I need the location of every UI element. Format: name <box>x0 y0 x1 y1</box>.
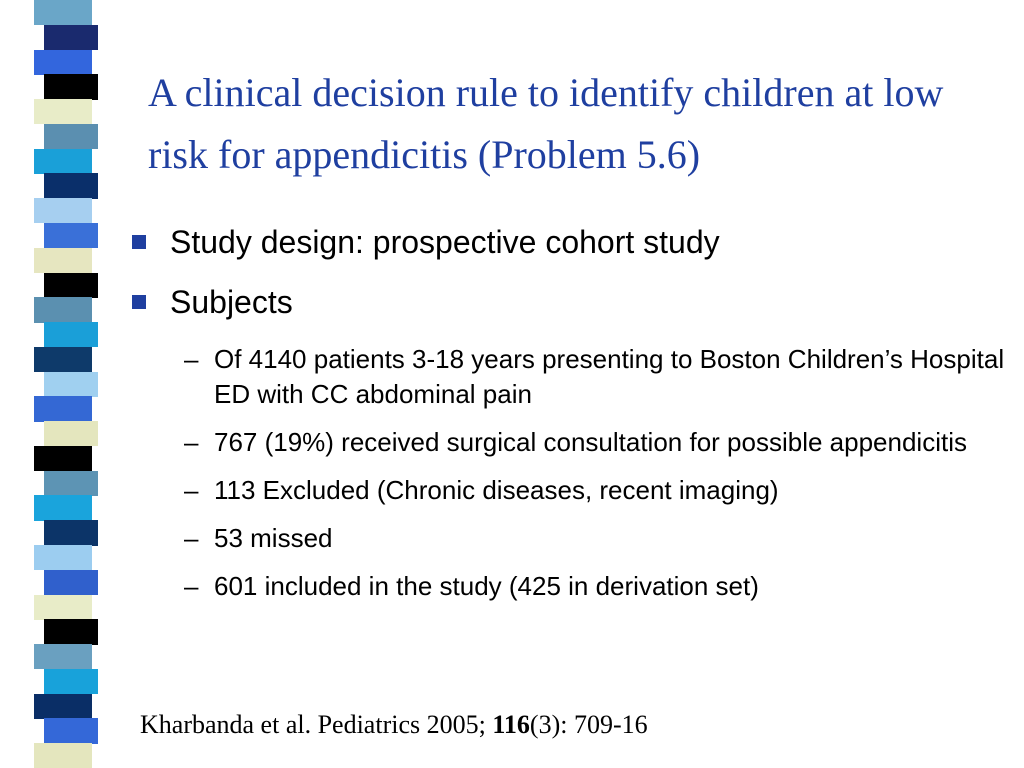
citation-suffix: (3): 709-16 <box>529 710 648 739</box>
stripe-block <box>44 273 98 298</box>
stripe-block <box>44 718 98 743</box>
stripe-block <box>44 74 98 99</box>
bullet-study-design <box>130 222 1010 262</box>
sub-item <box>130 569 1010 604</box>
stripe-block <box>34 446 92 471</box>
sub-item-text: Of 4140 patients 3-18 years presenting to Boston Children’s Hospital ED with CC abdominal pain <box>214 344 1005 409</box>
stripe-block <box>34 248 92 273</box>
bullet-text: Subjects <box>170 284 293 320</box>
stripe-block <box>44 619 98 644</box>
stripe-block <box>34 545 92 570</box>
stripe-block <box>34 347 92 372</box>
dash-marker: – <box>184 571 199 601</box>
stripe-block <box>44 669 98 694</box>
sub-item-text: 601 included in the study (425 in derivation set) <box>214 571 759 601</box>
stripe-block <box>34 0 92 25</box>
sub-item-text: 767 (19%) received surgical consultation for possible appendicitis <box>214 427 967 457</box>
dash-marker: – <box>184 475 199 505</box>
stripe-block <box>44 372 98 397</box>
stripe-block <box>34 198 92 223</box>
stripe-block <box>44 223 98 248</box>
stripe-block <box>34 297 92 322</box>
stripe-block <box>44 520 98 545</box>
dash-marker: – <box>184 523 199 553</box>
stripe-block <box>44 322 98 347</box>
stripe-block <box>44 25 98 50</box>
stripe-block <box>44 570 98 595</box>
citation-prefix: Kharbanda et al. Pediatrics 2005; <box>140 710 493 739</box>
slide-title: A clinical decision rule to identify children at low risk for appendicitis (Problem 5.6) <box>148 70 944 177</box>
stripe-block <box>34 743 92 768</box>
stripe-block <box>44 471 98 496</box>
bullet-subjects <box>130 282 1010 322</box>
sub-item <box>130 473 1010 508</box>
stripe-block <box>34 495 92 520</box>
slide-content <box>130 222 1010 617</box>
stripe-block <box>34 50 92 75</box>
subjects-sublist <box>130 342 1010 604</box>
square-bullet-icon <box>132 295 146 309</box>
stripe-block <box>34 694 92 719</box>
sub-item-text: 53 missed <box>214 523 333 553</box>
bullet-text: Study design: prospective cohort study <box>170 224 720 260</box>
stripe-block <box>44 124 98 149</box>
stripe-block <box>34 595 92 620</box>
square-bullet-icon <box>132 235 146 249</box>
dash-marker: – <box>184 344 199 374</box>
citation-volume: 116 <box>492 710 530 739</box>
stripe-block <box>34 99 92 124</box>
stripe-block <box>44 421 98 446</box>
stripe-block <box>34 644 92 669</box>
sub-item <box>130 342 1010 412</box>
decorative-stripe-bar <box>0 0 116 768</box>
citation <box>140 710 648 740</box>
stripe-block <box>44 173 98 198</box>
sub-item <box>130 521 1010 556</box>
stripe-block <box>34 396 92 421</box>
stripe-block <box>34 149 92 174</box>
dash-marker: – <box>184 427 199 457</box>
sub-item-text: 113 Excluded (Chronic diseases, recent imaging) <box>214 475 779 505</box>
sub-item <box>130 425 1010 460</box>
